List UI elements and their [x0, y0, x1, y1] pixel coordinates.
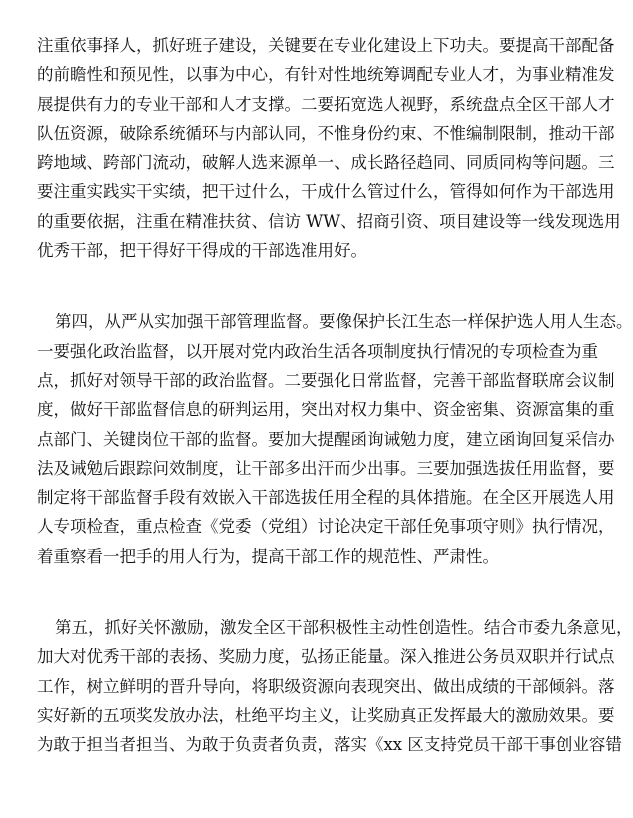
document-body: [37, 31, 633, 760]
text-line: 一要强化政治监督，以开展对党内政治生活各项制度执行情况的专项检查为重: [37, 341, 598, 361]
text-line: 着重察看一把手的用人行为，提高干部工作的规范性、严肃性。: [37, 546, 499, 566]
text-line: 为敢于担当者担当、为敢于负责者负责，落实《xx 区支持党员干部干事创业容错: [37, 735, 622, 755]
text-line: 度，做好干部监督信息的研判运用，突出对权力集中、资金密集、资源富集的重: [37, 400, 615, 420]
text-line: 第五，抓好关怀激励，激发全区干部积极性主动性创造性。结合市委九条意见，: [55, 618, 633, 638]
paragraph-2: [37, 307, 633, 571]
text-line: 制定将干部监督手段有效嵌入干部选拔任用全程的具体措施。在全区开展选人用: [37, 488, 615, 508]
text-line: 工作，树立鲜明的晋升导向，将职级资源向表现突出、做出成绩的干部倾斜。落: [37, 676, 615, 696]
text-line: 加大对优秀干部的表扬、奖励力度，弘扬正能量。深入推进公务员双职并行试点: [37, 647, 615, 667]
text-line: 展提供有力的专业干部和人才支撑。二要拓宽选人视野，系统盘点全区干部人才: [37, 94, 615, 114]
text-line: 法及诫勉后跟踪问效制度，让干部多出汗而少出事。三要加强选拔任用监督，要: [37, 458, 615, 478]
text-line: 注重依事择人，抓好班子建设，关键要在专业化建设上下功夫。要提高干部配备: [37, 36, 615, 55]
paragraph-spacer: [37, 265, 547, 307]
text-line: 优秀干部，把干得好干得成的干部选准用好。: [37, 241, 367, 261]
paragraph-1: [37, 31, 621, 265]
text-line: 跨地域、跨部门流动，破解人选来源单一、成长路径趋同、同质同构等问题。三: [37, 153, 615, 173]
paragraph-spacer: [37, 571, 547, 613]
text-line: 的前瞻性和预见性，以事为中心，有针对性地统筹调配专业人才，为事业精准发: [37, 65, 615, 85]
text-line: 要注重实践实干实绩，把干过什么，干成什么管过什么，管得如何作为干部选用: [37, 182, 615, 202]
text-line: 第四，从严从实加强干部管理监督。要像保护长江生态一样保护选人用人生态。: [55, 312, 633, 332]
text-line: 队伍资源，破除系统循环与内部认同，不惟身份约束、不惟编制限制，推动干部: [37, 123, 615, 143]
text-line: 实好新的五项奖发放办法，杜绝平均主义，让奖励真正发挥最大的激励效果。要: [37, 705, 615, 725]
text-line: 点，抓好对领导干部的政治监督。二要强化日常监督，完善干部监督联席会议制: [37, 370, 615, 390]
text-line: 点部门、关键岗位干部的监督。要加大提醒函询诫勉力度，建立函询回复采信办: [37, 429, 615, 449]
paragraph-3: [37, 613, 633, 759]
text-line: 的重要依据，注重在精准扶贫、信访 WW、招商引资、项目建设等一线发现选用: [37, 211, 621, 231]
text-line: 人专项检查，重点检查《党委（党组）讨论决定干部任免事项守则》执行情况，: [37, 517, 615, 537]
